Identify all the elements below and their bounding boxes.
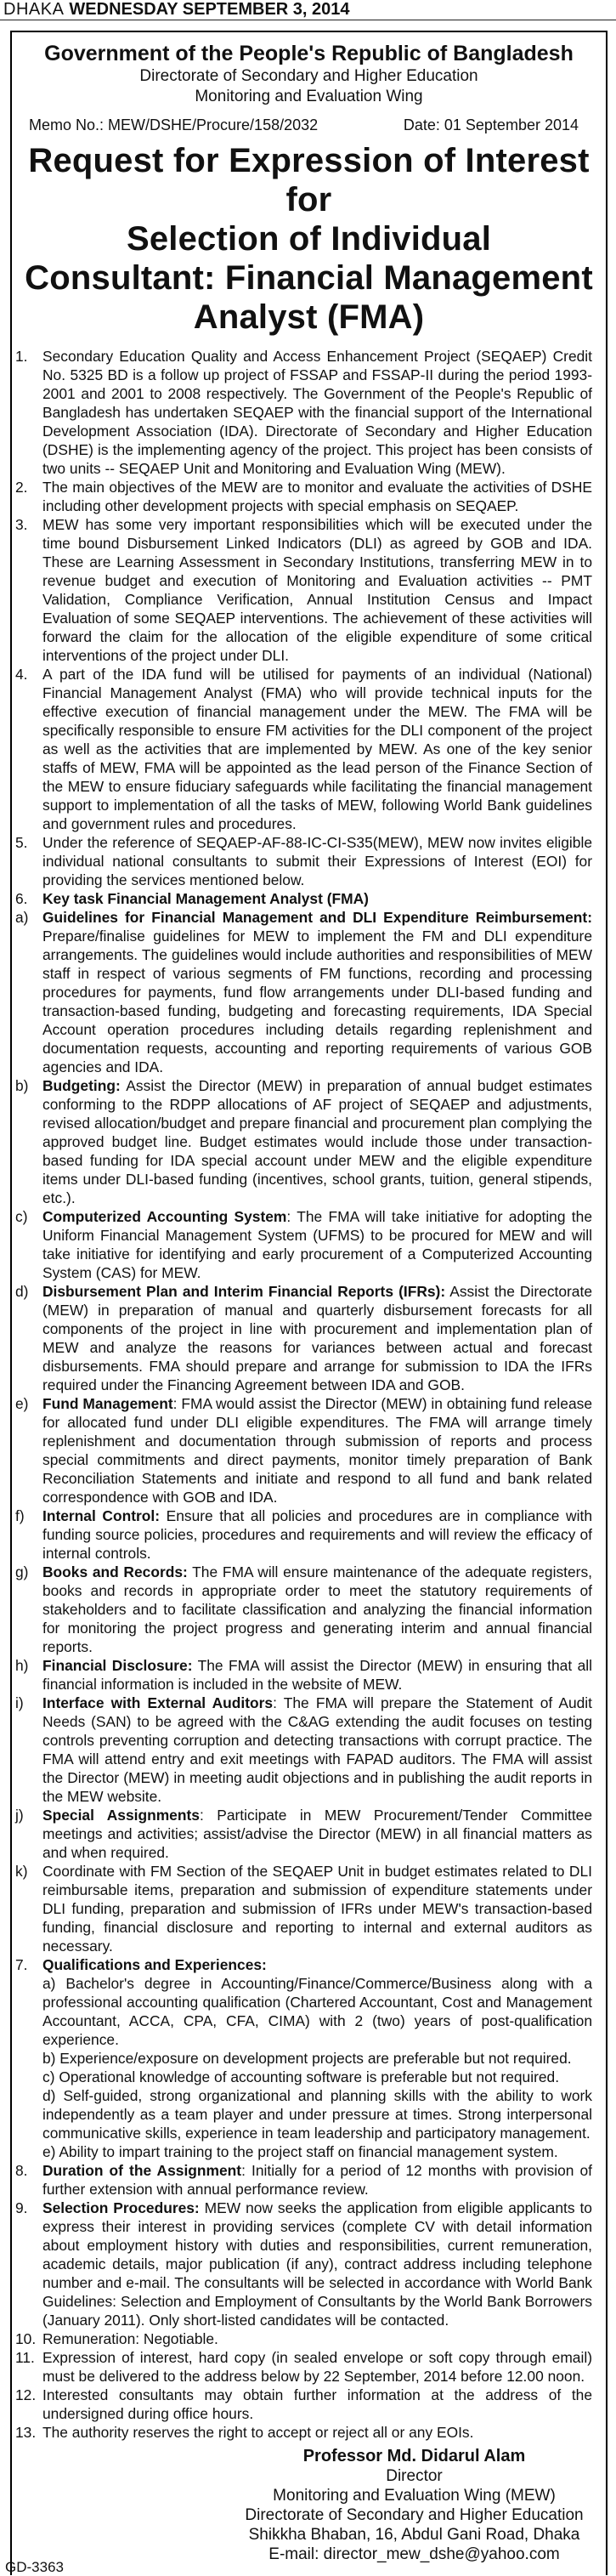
- memo-date: Date: 01 September 2014: [403, 116, 579, 133]
- task-text: The FMA will assist the Director (MEW) in ensuring that all financial information is included in the website of MEW.: [42, 1657, 592, 1693]
- signatory-name: Professor Md. Didarul Alam: [302, 2447, 526, 2465]
- item-marker: 5.: [15, 834, 28, 851]
- task-item: [15, 1806, 592, 1862]
- item-marker: 6.: [15, 890, 28, 907]
- qualification-item: d) Self-guided, strong organizational and planning skills with the ability to work independently as a team player and under pressure at times. Strong interpersonal communicative skills, experience in team leadership and participatory management.: [42, 2087, 592, 2142]
- list-item: [15, 665, 592, 833]
- task-text: Coordinate with FM Section of the SEQAEP Unit in budget estimates related to DLI reimbursable items, preparation and submission of expenditure statements under DLI funding, preparation and submission of IFRs under MEW's transaction-based funding, financial disclosure and reporting to internal and external auditors as necessary.: [42, 1863, 592, 1955]
- item-marker: b): [15, 1077, 29, 1094]
- task-text: : Participate in MEW Procurement/Tender Committee meetings and activities; assist/advise the Director (MEW) in all financial matters as and when required.: [42, 1807, 592, 1861]
- section-heading: Selection Procedures:: [42, 2199, 200, 2216]
- item-marker: 1.: [15, 348, 28, 365]
- task-heading: Financial Disclosure:: [42, 1657, 193, 1674]
- list-item: [15, 2423, 592, 2442]
- list-item: [15, 833, 592, 889]
- item-text: : Initially for a period of 12 months with provision of further extension with annual performance review.: [42, 2162, 592, 2198]
- memo-number: Memo No.: MEW/DSHE/Procure/158/2032: [29, 116, 319, 133]
- item-marker: h): [15, 1657, 29, 1674]
- task-text: : The FMA will prepare the Statement of Audit Needs (SAN) to be agreed with the C&AG extending the audit focuses on testing controls preventing corruption and detecting transactions with corrupt practice. The FMA will attend entry and exit meetings with FAPAD auditors. The FMA will assist the Director (MEW) in meeting audit objections and in publishing the audit reports in the MEW website.: [42, 1694, 592, 1805]
- item-marker: 7.: [15, 1956, 28, 1973]
- task-heading: Books and Records:: [42, 1563, 188, 1580]
- list-item: [15, 478, 592, 515]
- ad-code: GD-3363: [5, 2559, 64, 2575]
- title-line-3: Consultant: Financial Management: [25, 259, 593, 297]
- list-item: [15, 1955, 592, 1974]
- task-item: [15, 1394, 592, 1506]
- section-heading: Qualifications and Experiences:: [42, 1956, 267, 1973]
- item-text: The main objectives of the MEW are to monitor and evaluate the activities of DSHE including other development projects with special emphasis on SEQAEP.: [42, 479, 592, 514]
- item-text: A part of the IDA fund will be utilised for payments of an individual (National) Financial Management Analyst (FMA) who will provide technical inputs for the effective execution of financial management under the MEW. The FMA will be specifically responsible to ensure FM activities for the DLI component of the project as well as the activities that are implemented by MEW. As one of the key senior staffs of MEW, FMA will be appointed as the lead person of the Finance Section of the MEW to ensure fiduciary safeguards while facilitating the financial management support to implementation of all the tasks of MEW, following World Bank guidelines and government rules and procedures.: [42, 666, 592, 832]
- qualification-item: c) Operational knowledge of accounting software is preferable but not required.: [42, 2068, 560, 2085]
- notice-body: [15, 347, 592, 2564]
- list-item: [15, 515, 592, 665]
- item-text: Under the reference of SEQAEP-AF-88-IC-CI-S35(MEW), MEW now invites eligible individual national consultants to submit their Expressions of Interest (EOI) for providing the services mentioned below.: [42, 834, 592, 888]
- list-item: [15, 2348, 592, 2386]
- signatory-directorate: Directorate of Secondary and Higher Education: [245, 2506, 584, 2524]
- task-text: Assist the Director (MEW) in preparation of annual budget estimates conforming to the RDPP allocations of AF project of SEQAEP and adjustments, revised allocation/budget and prepare financial and procurement plan complying the approved budget line. Budget estimates would include those under transaction-based funding for IDA special account under MEW and the eligible expenditure items under DLI-based funding (incentives, school grants, tuition, general stipends, etc.).: [42, 1077, 592, 1206]
- task-item: [15, 1563, 592, 1656]
- item-marker: 4.: [15, 666, 28, 683]
- item-marker: 3.: [15, 516, 28, 533]
- signatory-wing: Monitoring and Evaluation Wing (MEW): [273, 2487, 556, 2505]
- task-heading: Interface with External Auditors: [42, 1694, 274, 1711]
- item-text: Remuneration: Negotiable.: [42, 2330, 218, 2347]
- task-item: [15, 1694, 592, 1806]
- newspaper-masthead: [0, 0, 616, 20]
- title-line-1: Request for Expression of Interest for: [28, 142, 590, 218]
- list-item: [15, 889, 592, 908]
- task-text: Assist the Directorate (MEW) in preparation of manual and quarterly disbursement forecasts for all components of the project in line with procurement and implementation plan of MEW and analyze the reasons for variances between actual and forecast disbursements. FMA should prepare and arrange for submission to IDA the IFRs required under the Financing Agreement between IDA and GOB.: [42, 1283, 592, 1393]
- list-item: [15, 2199, 592, 2329]
- qualification-item: a) Bachelor's degree in Accounting/Finance/Commerce/Business along with a professional accounting qualification (Chartered Accountant, Cost and Management Accountant, ACCA, CPA, CFA, CIMA) with 2 (two) years of post-qualification experience.: [42, 1975, 592, 2048]
- item-marker: 9.: [15, 2199, 28, 2216]
- item-marker: i): [15, 1694, 24, 1711]
- task-item: [15, 908, 592, 1076]
- qualification-item: e) Ability to impart training to the project staff on financial management system.: [42, 2143, 558, 2160]
- task-heading: Special Assignments: [42, 1807, 200, 1824]
- page-title: [12, 141, 606, 337]
- task-heading: Internal Control:: [42, 1507, 161, 1524]
- item-marker: f): [15, 1507, 25, 1524]
- section-heading: Key task Financial Management Analyst (FMA): [42, 890, 369, 907]
- task-item: [15, 1076, 592, 1207]
- list-item: [15, 347, 592, 478]
- signatory-title: Director: [386, 2467, 443, 2485]
- wing-name: Monitoring and Evaluation Wing: [195, 88, 423, 105]
- task-item: [15, 1207, 592, 1282]
- qualifications-list: [15, 1974, 592, 2161]
- task-heading: Computerized Accounting System: [42, 1208, 287, 1225]
- item-marker: 11.: [15, 2349, 35, 2366]
- item-marker: e): [15, 1395, 29, 1412]
- task-item: [15, 1862, 592, 1955]
- item-marker: 2.: [15, 479, 28, 496]
- task-item: [15, 1282, 592, 1394]
- item-text: MEW now seeks the application from eligible applicants to express their interest in providing services (complete CV with detail information about employment history with duties and responsibilities, current remuneration, academic details, major publication (if any), contract address including telephone number and e-mail. The consultants will be selected in accordance with World Bank Guidelines: Selection and Employment of Consultants by the World Bank Borrowers (January 2011). Only short-listed candidates will be contacted.: [42, 2199, 592, 2329]
- item-text: The authority reserves the right to accept or reject all or any EOIs.: [42, 2424, 474, 2441]
- title-line-4: Analyst (FMA): [193, 298, 425, 336]
- task-text: Ensure that all policies and procedures are in compliance with funding source policies, procedures and requirements and will review the efficacy of internal controls.: [42, 1507, 592, 1562]
- masthead-city: DHAKA: [3, 0, 65, 19]
- directorate-name: Directorate of Secondary and Higher Education: [139, 67, 478, 85]
- list-item: [15, 2386, 592, 2423]
- item-marker: g): [15, 1563, 29, 1580]
- item-marker: 12.: [15, 2386, 37, 2403]
- government-heading: Government of the People's Republic of Bangladesh: [44, 42, 574, 65]
- item-text: MEW has some very important responsibilities which will be executed under the time bound Disbursement Linked Indicators (DLI) as agreed by GOB and IDA. These are Learning Assessment in Secondary Institutions, transferring MEW in to revenue budget and execution of Monitoring and Evaluation activities -- PMT Validation, Compliance Verification, Annual Institution Census and Impact Evaluation of some SEQAEP interventions. The achievement of these activities will forward the claim for the allocation of the eligible expenditure of some critical interventions of the project under DLI.: [42, 516, 592, 664]
- signatory-email: E-mail: director_mew_dshe@yahoo.com: [268, 2545, 560, 2563]
- list-item: [15, 2329, 592, 2348]
- item-marker: c): [15, 1208, 28, 1225]
- item-marker: d): [15, 1283, 29, 1300]
- item-marker: 8.: [15, 2162, 28, 2179]
- item-text: Expression of interest, hard copy (in sealed envelope or soft copy through email) must be delivered to the address below by 22 September, 2014 before 12.00 noon.: [42, 2349, 592, 2385]
- task-text: : FMA would assist the Director (MEW) in obtaining fund release for allocated fund under DLI eligible expenditures. The FMA will arrange timely replenishment and documentation through submission of reports and process special commitments and direct payments, monitor timely preparation of Bank Reconciliation Statements and initiate and respond to all fund and bank related correspondence with GOB and IDA.: [42, 1395, 593, 1506]
- title-line-2: Selection of Individual: [126, 220, 492, 258]
- task-heading: Disbursement Plan and Interim Financial Reports (IFRs):: [42, 1283, 446, 1300]
- item-text: Secondary Education Quality and Access Enhancement Project (SEQAEP) Credit No. 5325 BD is a follow up project of FSSAP and FSSAP-II during the period 1993-2001 and 2001 to 2008 respectively. The Government of the People's Republic of Bangladesh has undertaken SEQAEP with the financial support of the International Development Association (IDA). Directorate of Secondary and Higher Education (DSHE) is the implementing agency of the project. This project has been consists of two units -- SEQAEP Unit and Monitoring and Evaluation Wing (MEW).: [42, 348, 592, 477]
- item-marker: j): [15, 1807, 24, 1824]
- item-marker: 10.: [15, 2330, 37, 2347]
- task-heading: Budgeting:: [42, 1077, 121, 1094]
- signatory-address: Shikkha Bhaban, 16, Abdul Gani Road, Dhaka: [248, 2526, 580, 2544]
- item-marker: k): [15, 1863, 28, 1880]
- memo-line: [29, 114, 589, 136]
- task-heading: Guidelines for Financial Management and DLI Expenditure Reimbursement:: [42, 909, 592, 926]
- task-heading: Fund Management: [42, 1395, 173, 1412]
- task-item: [15, 1656, 592, 1694]
- task-text: Prepare/finalise guidelines for MEW to implement the FM and DLI expenditure arrangements. The guidelines would include authorities and responsibilities of MEW staff in respect of various segments of FM functions, recording and processing procedures for payments, fund flow arrangements under DLI-based funding and transaction-based funding, budgeting and forecasting requirements, IDA Special Account operation procedures including details regarding replenishment and documentation requests, accounting and reporting requirements of various GOB agencies and IDA.: [42, 928, 592, 1075]
- item-marker: 13.: [15, 2424, 37, 2441]
- advertisement-frame: [10, 31, 608, 2575]
- masthead-date: WEDNESDAY SEPTEMBER 3, 2014: [69, 0, 350, 19]
- section-heading: Duration of the Assignment: [42, 2162, 242, 2179]
- item-text: Interested consultants may obtain further information at the address of the undersigned during office hours.: [42, 2386, 592, 2422]
- task-text: The FMA will ensure maintenance of the adequate registers, books and records in appropriate order to meet the statutory requirements of stakeholders and to facilitate classification and analyzing the financial information for monitoring the project progress and generating interim and annual financial reports.: [42, 1563, 592, 1655]
- qualification-item: b) Experience/exposure on development projects are preferable but not required.: [42, 2050, 572, 2067]
- list-item: [15, 2161, 592, 2199]
- task-item: [15, 1506, 592, 1563]
- task-text: : The FMA will take initiative for adopting the Uniform Financial Management System (UFMS) to be procured for MEW and will take initiative for identifying and early procurement of a Computerized Accounting System (CAS) for MEW.: [42, 1208, 592, 1281]
- item-marker: a): [15, 909, 29, 926]
- signature-block: [236, 2447, 592, 2564]
